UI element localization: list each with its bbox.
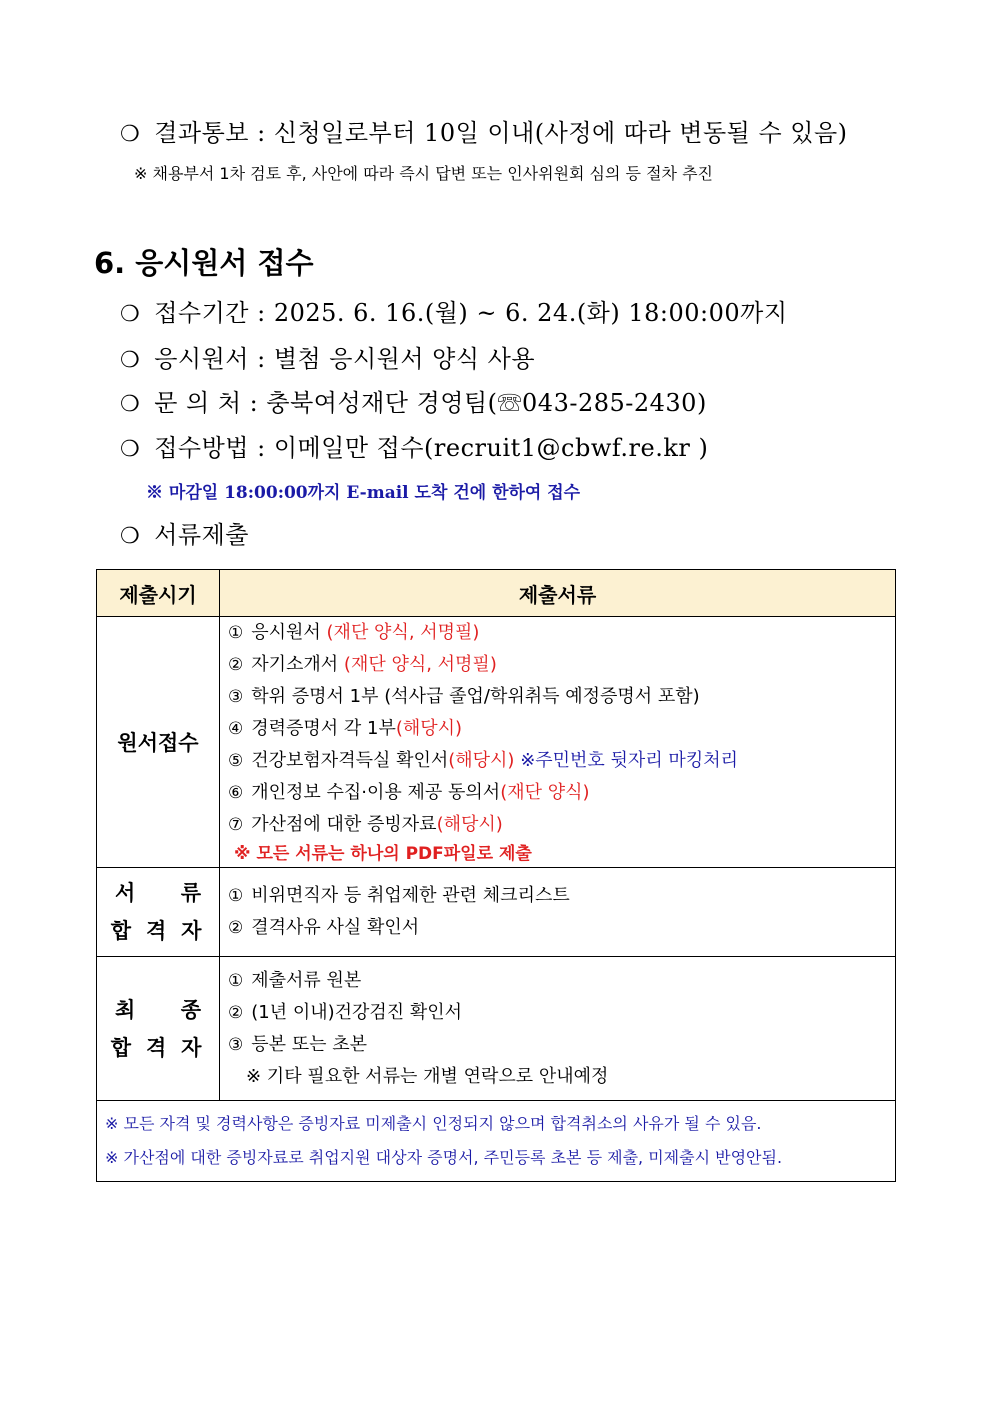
table-header-row: [97, 570, 896, 617]
final-pass-docs-cell: [220, 957, 896, 1101]
footer-note-2: ※ 가산점에 대한 증빙자료로 취업지원 대상자 증명서, 주민등록 초본 등 제출, 미제출시 반영안됨.: [105, 1148, 783, 1167]
document-pass-docs-cell: [220, 868, 896, 957]
section-heading: 6. 응시원서 접수: [94, 246, 314, 280]
list-item: ② 자기소개서 (재단 양식, 서명필): [228, 654, 497, 675]
documents-line: [120, 515, 249, 550]
final-pass-label: 최 종 합 격 자: [97, 957, 220, 1101]
documents-text: 서류제출: [154, 521, 249, 549]
result-notice-note: ※ 채용부서 1차 검토 후, 사안에 따라 즉시 답변 또는 인사위원회 심의 등 절차 추진: [134, 164, 714, 183]
table-row: [97, 617, 896, 868]
application-form-text: 응시원서 : 별첨 응시원서 양식 사용: [154, 345, 536, 373]
list-item: ② 결격사유 사실 확인서: [228, 917, 420, 938]
submission-method-line: [120, 428, 708, 463]
list-item: ① 비위면직자 등 취업제한 관련 체크리스트: [228, 885, 570, 906]
header-timing: 제출시기: [97, 570, 220, 617]
deadline-note: ※ 마감일 18:00:00까지 E-mail 도착 건에 한하여 접수: [146, 483, 581, 503]
documents-table: [96, 569, 896, 1182]
circle-bullet-icon: ❍: [120, 302, 141, 327]
application-period-text: 접수기간 : 2025. 6. 16.(월) ~ 6. 24.(화) 18:00:00까지: [154, 299, 788, 327]
circle-bullet-icon: ❍: [120, 524, 141, 549]
circle-bullet-icon: ❍: [120, 122, 141, 147]
contact-text: 문 의 처 : 충북여성재단 경영팀(☏043-285-2430): [154, 389, 707, 417]
list-item: ⑤ 건강보험자격득실 확인서(해당시) ※주민번호 뒷자리 마킹처리: [228, 750, 738, 771]
list-item: ⑦ 가산점에 대한 증빙자료(해당시): [228, 814, 503, 835]
list-item: ③ 등본 또는 초본: [228, 1034, 368, 1055]
list-item: ② (1년 이내)건강검진 확인서: [228, 1002, 463, 1023]
table-row: [97, 868, 896, 957]
list-item: ④ 경력증명서 각 1부(해당시): [228, 718, 463, 739]
footer-notes: [97, 1101, 896, 1182]
pdf-note: ※ 모든 서류는 하나의 PDF파일로 제출: [234, 844, 532, 864]
table-footer-row: [97, 1101, 896, 1182]
circle-bullet-icon: ❍: [120, 348, 141, 373]
document-pass-label: 서 류 합 격 자: [97, 868, 220, 957]
list-item: ① 응시원서 (재단 양식, 서명필): [228, 622, 480, 643]
application-label: 원서접수: [97, 617, 220, 868]
result-notice-text: 결과통보 : 신청일로부터 10일 이내(사정에 따라 변동될 수 있음): [154, 119, 848, 147]
list-item: ① 제출서류 원본: [228, 970, 362, 991]
footer-note-1: ※ 모든 자격 및 경력사항은 증빙자료 미제출시 인정되지 않으며 합격취소의 사유가 될 수 있음.: [105, 1114, 762, 1133]
application-period-line: [120, 293, 788, 328]
application-form-line: [120, 339, 535, 374]
circle-bullet-icon: ❍: [120, 392, 141, 417]
list-item: ⑥ 개인정보 수집·이용 제공 동의서(재단 양식): [228, 782, 590, 803]
list-item: ③ 학위 증명서 1부 (석사급 졸업/학위취득 예정증명서 포함): [228, 686, 700, 707]
application-docs-cell: [220, 617, 896, 868]
circle-bullet-icon: ❍: [120, 437, 141, 462]
final-note: ※ 기타 필요한 서류는 개별 연락으로 안내예정: [246, 1066, 609, 1087]
contact-line: [120, 383, 707, 418]
table-row: [97, 957, 896, 1101]
result-notice-line: [120, 113, 848, 148]
header-documents: 제출서류: [220, 570, 896, 617]
submission-method-text: 접수방법 : 이메일만 접수(recruit1@cbwf.re.kr ): [154, 434, 709, 462]
